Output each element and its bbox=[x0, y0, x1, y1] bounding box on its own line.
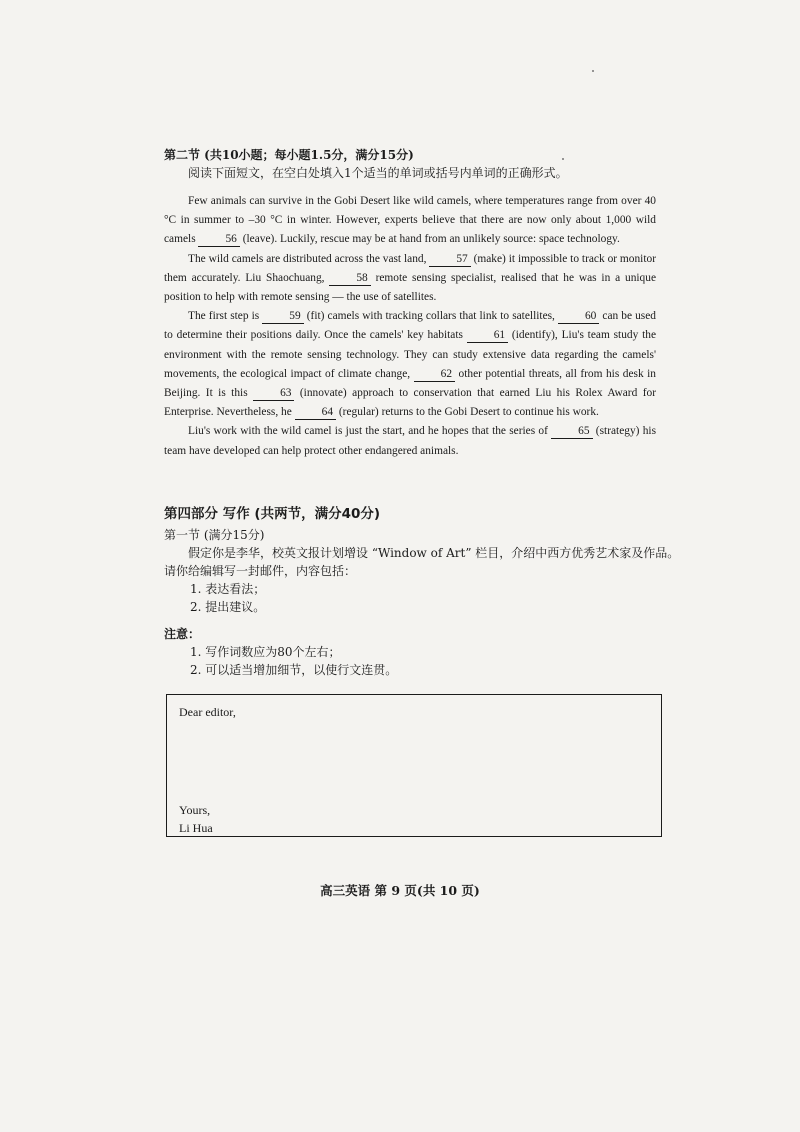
task-description-cont: 请你给编辑写一封邮件，内容包括： bbox=[164, 564, 357, 578]
passage-text: (identify), Liu's team study the environment with the remote sensing technology. They can study extensive data regarding the camels' movements, the ecological impact of climate change, bbox=[164, 329, 656, 380]
blank-63[interactable]: 63 bbox=[253, 387, 294, 401]
section-two-instruction: 阅读下面短文，在空白处填入1个适当的单词或括号内单词的正确形式。 bbox=[188, 166, 568, 180]
reading-passage bbox=[164, 192, 656, 461]
blank-61[interactable]: 61 bbox=[467, 329, 508, 343]
passage-text: other potential threats, all from his desk in Beijing. It is this bbox=[164, 367, 656, 400]
passage-text: (make) it impossible to track or monitor them accurately. Liu Shaochuang, bbox=[164, 252, 657, 284]
passage-text: (fit) camels with tracking collars that link to satellites, bbox=[303, 310, 558, 323]
task-description: 假定你是李华，校英文报计划增设 “Window of Art” 栏目，介绍中西方优秀艺术家及作品。 bbox=[188, 546, 680, 560]
blank-65[interactable]: 65 bbox=[551, 425, 592, 439]
passage-text: (leave). Luckily, rescue may be at hand from an unlikely source: space technology. bbox=[239, 233, 620, 246]
passage-paragraph-1 bbox=[164, 192, 656, 250]
passage-text: can be used to determine their positions daily. Once the camels' key habitats bbox=[164, 310, 656, 342]
scan-speck bbox=[592, 70, 594, 72]
blank-59[interactable]: 59 bbox=[262, 310, 303, 324]
passage-text: (innovate) approach to conservation that earned Liu his Rolex Award for Enterprise. Nevertheless, he bbox=[164, 387, 656, 419]
task-item-2: 2. 提出建议。 bbox=[190, 600, 266, 614]
blank-62[interactable]: 62 bbox=[414, 368, 455, 382]
passage-text: Liu's work with the wild camel is just the start, and he hopes that the series of bbox=[188, 425, 552, 438]
section-two-heading: 第二节 (共10小题；每小题1.5分，满分15分) bbox=[164, 148, 414, 162]
writing-section-heading: 第一节 (满分15分) bbox=[164, 528, 265, 542]
letter-salutation: Dear editor, bbox=[179, 705, 236, 719]
page-footer: 高三英语 第 9 页(共 10 页) bbox=[320, 883, 480, 898]
blank-64[interactable]: 64 bbox=[295, 406, 336, 420]
task-item-1: 1. 表达看法； bbox=[190, 582, 266, 596]
note-item-2: 2. 可以适当增加细节，以使行文连贯。 bbox=[190, 663, 398, 677]
passage-paragraph-2 bbox=[164, 250, 656, 308]
notes-heading: 注意： bbox=[164, 627, 201, 641]
passage-text: (strategy) his team have developed can help protect other endangered animals. bbox=[164, 425, 656, 457]
blank-56[interactable]: 56 bbox=[198, 233, 239, 247]
letter-signature: Li Hua bbox=[179, 821, 213, 835]
note-item-1: 1. 写作词数应为80个左右； bbox=[190, 645, 341, 659]
letter-writing-box[interactable] bbox=[166, 694, 662, 837]
blank-60[interactable]: 60 bbox=[558, 310, 599, 324]
passage-paragraph-3 bbox=[164, 307, 656, 422]
part-four-title: 第四部分 写作 (共两节，满分40分) bbox=[164, 506, 381, 522]
passage-text: (regular) returns to the Gobi Desert to continue his work. bbox=[336, 406, 599, 419]
letter-closing: Yours, bbox=[179, 803, 211, 817]
passage-text: Few animals can survive in the Gobi Desert like wild camels, where temperatures range from over 40 °C in summer to –30 °C in winter. However, experts believe that there are now only about 1,000 wild camels bbox=[164, 195, 656, 246]
passage-text: The first step is bbox=[188, 310, 263, 323]
passage-paragraph-4 bbox=[164, 422, 656, 460]
blank-57[interactable]: 57 bbox=[429, 253, 470, 267]
blank-58[interactable]: 58 bbox=[329, 272, 370, 286]
passage-text: The wild camels are distributed across the vast land, bbox=[188, 252, 430, 265]
scan-speck bbox=[562, 158, 564, 160]
passage-text: remote sensing specialist, realised that he was in a unique position to help with remote sensing — the use of satellites. bbox=[164, 271, 657, 304]
